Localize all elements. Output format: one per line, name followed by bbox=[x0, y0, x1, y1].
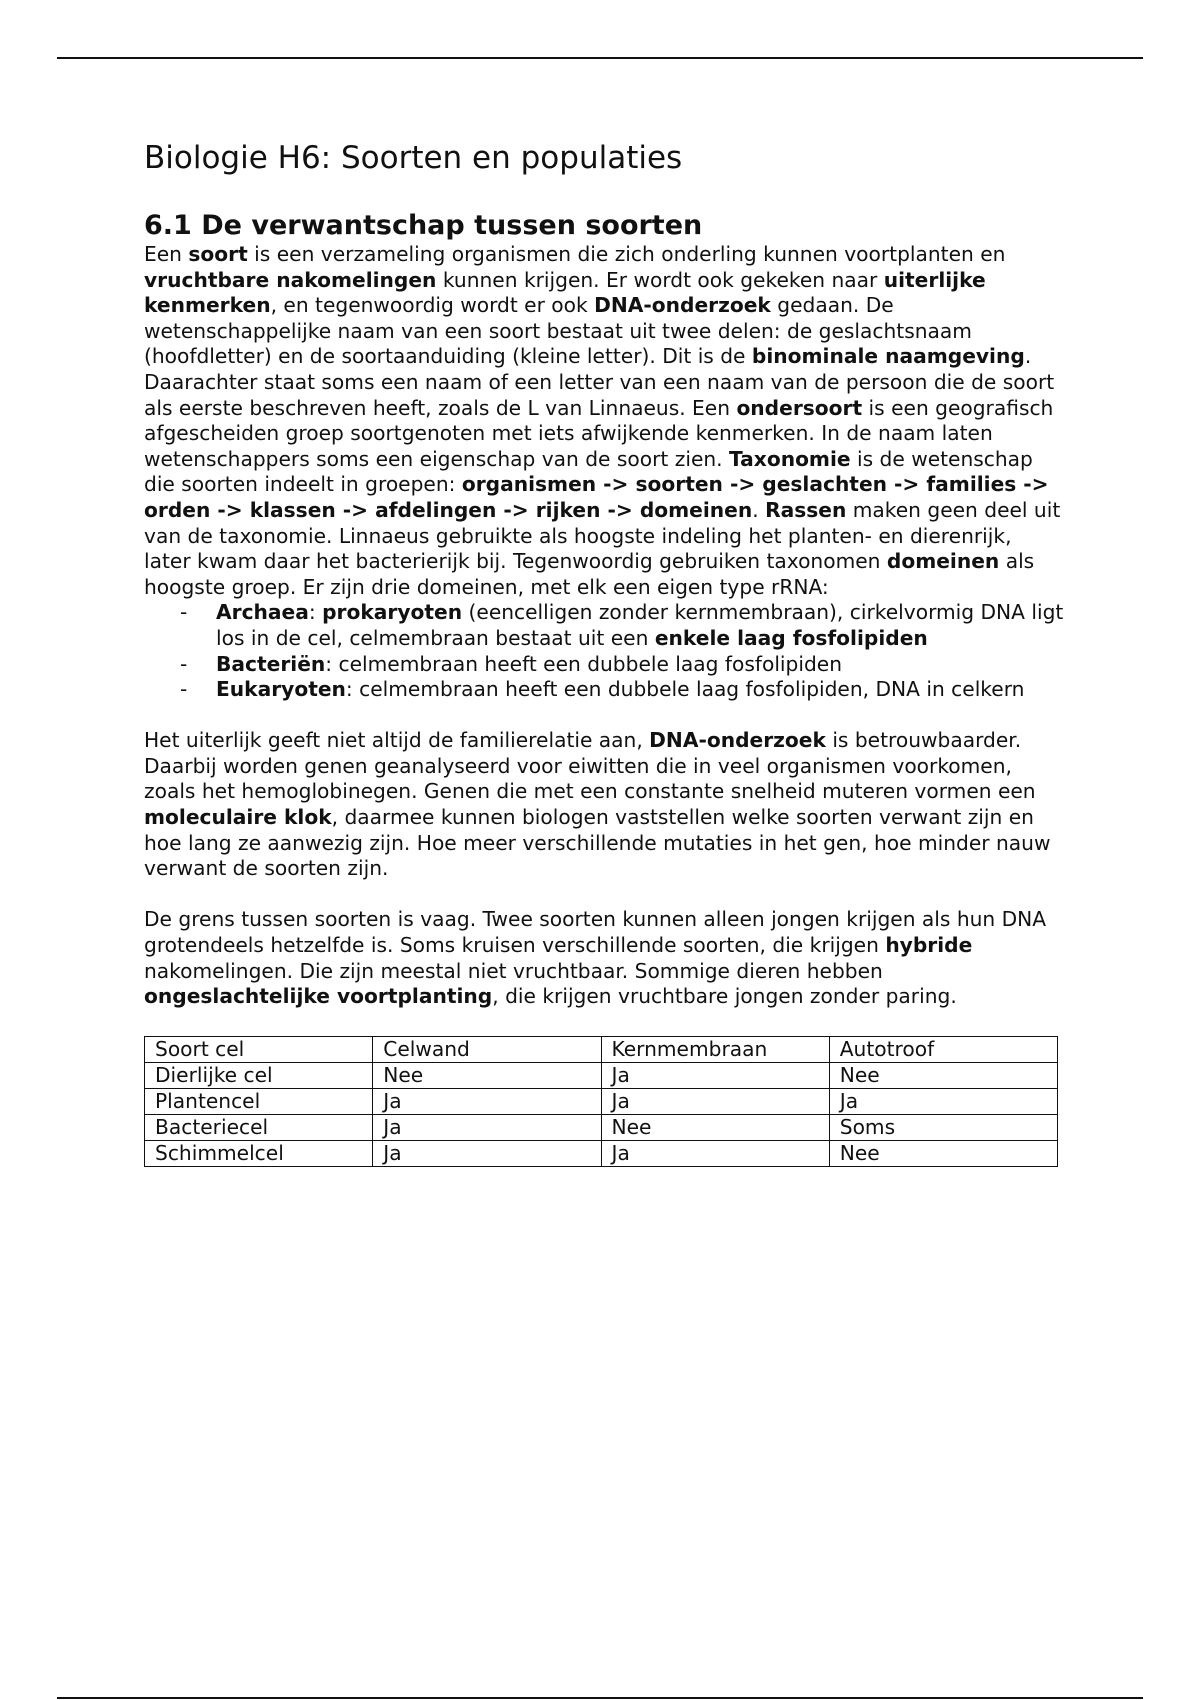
bold-term: ongeslachtelijke voortplanting bbox=[144, 984, 493, 1009]
bold-term: Archaea bbox=[216, 600, 309, 625]
bold-term: vruchtbare nakomelingen bbox=[144, 267, 437, 292]
paragraph-soort bbox=[144, 242, 1064, 600]
table-cell: Ja bbox=[601, 1062, 829, 1088]
document-title: Biologie H6: Soorten en populaties bbox=[144, 140, 683, 176]
bold-term: domeinen bbox=[886, 549, 1000, 574]
table-cell: Nee bbox=[829, 1062, 1057, 1088]
table-header-cell: Autotroof bbox=[829, 1036, 1057, 1062]
table-cell: Dierlijke cel bbox=[145, 1062, 373, 1088]
table-cell: Ja bbox=[829, 1088, 1057, 1114]
run: nakomelingen. Die zijn meestal niet vruchtbaar. Sommige dieren hebben bbox=[144, 958, 883, 983]
run: is betrouwbaarder. Daarbij worden genen geanalyseerd voor eiwitten die in veel organismen voorkomen, zoals het hemoglobinegen. Genen die met een constante snelheid muteren vormen een bbox=[144, 728, 1036, 804]
section-heading: 6.1 De verwantschap tussen soorten bbox=[144, 210, 703, 241]
bold-term: organismen -> soorten -> geslachten -> families -> orden -> klassen -> afdelingen -> rijken -> domeinen bbox=[144, 472, 1049, 522]
bold-term: hybride bbox=[885, 933, 973, 958]
run: , en tegenwoordig wordt er ook bbox=[270, 293, 595, 318]
table-cell: Bacteriecel bbox=[145, 1114, 373, 1140]
table-row bbox=[145, 1114, 1058, 1140]
run: kunnen krijgen. Er wordt ook gekeken naar bbox=[436, 267, 884, 292]
run: , daarmee kunnen biologen vaststellen welke soorten verwant zijn en hoe lang ze aanwezig zijn. Hoe meer verschillende mutaties in het gen, hoe minder nauw verwant de soorten zijn. bbox=[144, 805, 1051, 881]
list-item-bacterien bbox=[144, 652, 1064, 678]
table-cell: Ja bbox=[601, 1140, 829, 1166]
bold-term: Bacteriën bbox=[216, 651, 326, 676]
run: gedaan. De wetenschappelijke naam van een soort bestaat uit twee delen: de geslachtsnaam (hoofdletter) en de soortaanduiding (kleine letter). Dit is de bbox=[144, 293, 972, 369]
bold-term: Taxonomie bbox=[729, 446, 851, 471]
table-cell: Soms bbox=[829, 1114, 1057, 1140]
run: is een verzameling organismen die zich onderling kunnen voortplanten en bbox=[247, 242, 1006, 266]
top-rule bbox=[57, 57, 1143, 59]
table-cell: Nee bbox=[373, 1062, 601, 1088]
table-cell: Ja bbox=[373, 1114, 601, 1140]
run: Het uiterlijk geeft niet altijd de familierelatie aan, bbox=[144, 728, 650, 753]
run: : celmembraan heeft een dubbele laag fosfolipiden bbox=[325, 651, 842, 676]
run: De grens tussen soorten is vaag. Twee soorten kunnen alleen jongen krijgen als hun DNA grotendeels hetzelfde is. Soms kruisen verschillende soorten, die krijgen bbox=[144, 907, 1047, 958]
bold-term: Eukaryoten bbox=[216, 677, 346, 702]
cell-type-table bbox=[144, 1036, 1058, 1167]
paragraph-grens-soorten bbox=[144, 907, 1064, 1009]
paragraph-dna-onderzoek bbox=[144, 728, 1064, 882]
bold-term: Rassen bbox=[765, 497, 847, 522]
table-header-cell: Kernmembraan bbox=[601, 1036, 829, 1062]
table-cell: Ja bbox=[373, 1140, 601, 1166]
bold-term: DNA-onderzoek bbox=[594, 293, 771, 318]
run: Een bbox=[144, 242, 189, 266]
table-cell: Ja bbox=[373, 1088, 601, 1114]
table-row bbox=[145, 1088, 1058, 1114]
table-cell: Nee bbox=[601, 1114, 829, 1140]
bold-term: ondersoort bbox=[736, 395, 863, 420]
table-cell: Nee bbox=[829, 1140, 1057, 1166]
table-cell: Plantencel bbox=[145, 1088, 373, 1114]
page-content bbox=[144, 138, 1064, 1167]
list-dash: - bbox=[180, 651, 188, 676]
bold-term: prokaryoten bbox=[322, 600, 463, 625]
table-cell: Schimmelcel bbox=[145, 1140, 373, 1166]
list-item-archaea bbox=[144, 600, 1064, 651]
run: is een geografisch afgescheiden groep soortgenoten met iets afwijkende kenmerken. In de naam laten wetenschappers soms een eigenschap van de soort zien. bbox=[144, 395, 1054, 471]
list-dash: - bbox=[180, 677, 188, 702]
bold-term: moleculaire klok bbox=[144, 805, 332, 830]
table-header-row bbox=[145, 1036, 1058, 1062]
table-row bbox=[145, 1140, 1058, 1166]
run: . bbox=[752, 497, 766, 522]
run: : celmembraan heeft een dubbele laag fosfolipiden, DNA in celkern bbox=[345, 677, 1025, 702]
run: : bbox=[308, 600, 323, 625]
domain-list bbox=[144, 600, 1064, 702]
run: (eencelligen zonder kernmembraan), cirkelvormig DNA ligt los in de cel, celmembraan bestaat uit een bbox=[216, 600, 1064, 650]
run: is de wetenschap die soorten indeelt in groepen: bbox=[144, 446, 1033, 497]
table-cell: Ja bbox=[601, 1088, 829, 1114]
list-dash: - bbox=[180, 600, 188, 625]
list-item-eukaryoten bbox=[144, 677, 1064, 703]
bold-term: uiterlijke kenmerken bbox=[144, 267, 986, 318]
run: . Daarachter staat soms een naam of een letter van een naam van de persoon die de soort als eerste beschreven heeft, zoals de L van Linnaeus. Een bbox=[144, 344, 1055, 420]
bottom-rule bbox=[57, 1697, 1143, 1699]
table-header-cell: Celwand bbox=[373, 1036, 601, 1062]
run: als hoogste groep. Er zijn drie domeinen, met elk een eigen type rRNA: bbox=[144, 549, 1035, 599]
bold-term: soort bbox=[188, 242, 248, 266]
run: maken geen deel uit van de taxonomie. Linnaeus gebruikte als hoogste indeling het planten- en dierenrijk, later kwam daar het bacterierijk bij. Tegenwoordig gebruiken taxonomen bbox=[144, 497, 1061, 574]
bold-term: DNA-onderzoek bbox=[649, 728, 826, 753]
table-header-cell: Soort cel bbox=[145, 1036, 373, 1062]
run: , die krijgen vruchtbare jongen zonder paring. bbox=[492, 984, 957, 1009]
bold-term: enkele laag fosfolipiden bbox=[654, 625, 928, 650]
bold-term: binominale naamgeving bbox=[751, 344, 1025, 369]
table-row bbox=[145, 1062, 1058, 1088]
